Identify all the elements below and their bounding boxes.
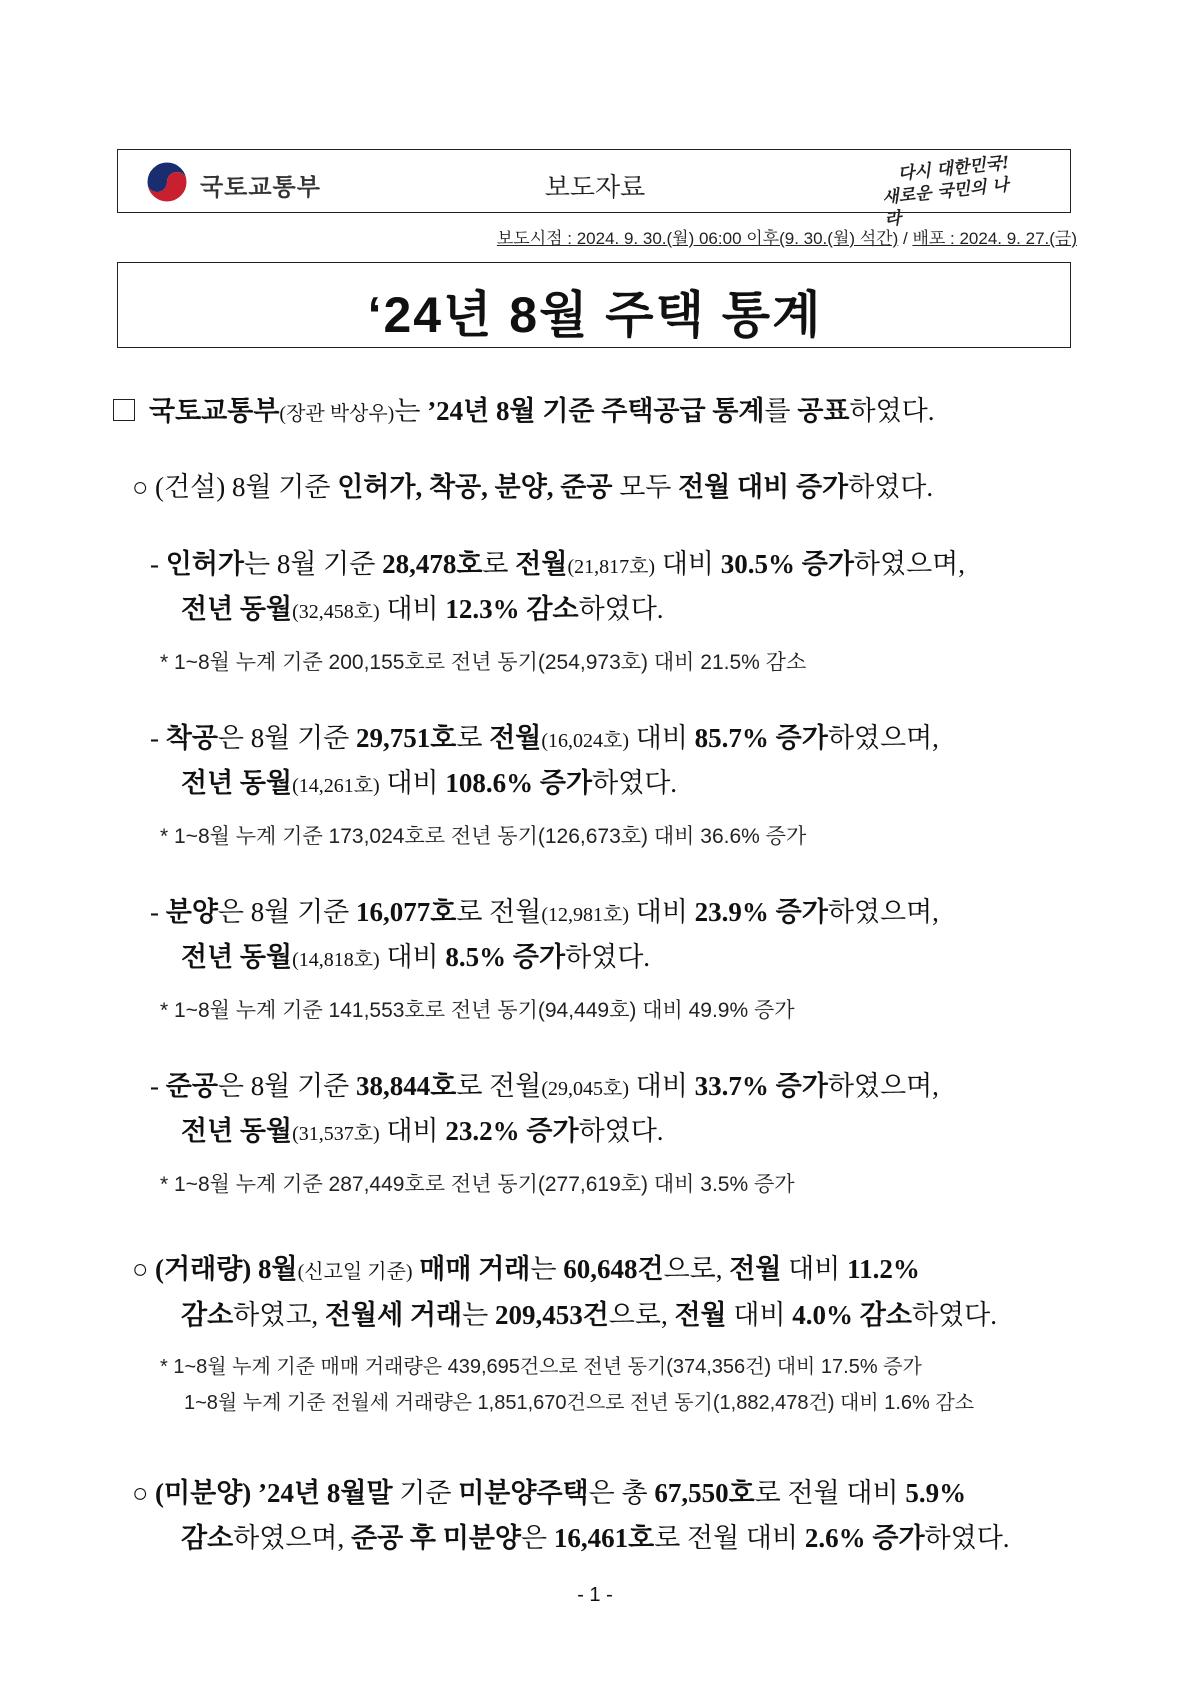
text: 전월	[515, 549, 568, 579]
text: 대비	[379, 594, 446, 624]
text: 8.5% 증가	[445, 942, 566, 972]
text: 30.5% 증가	[720, 549, 854, 579]
text: 23.2% 증가	[445, 1116, 579, 1146]
document-type: 보도자료	[544, 172, 646, 202]
text: (12,981호)	[541, 904, 629, 926]
slogan-line-2: 새로운 국민의 나라	[881, 175, 1010, 231]
completions-line-1	[150, 1064, 939, 1103]
text: 감소	[181, 1523, 234, 1553]
permits-line-1	[150, 542, 965, 581]
text: (14,261호)	[292, 775, 380, 797]
intro-text: 를	[764, 396, 798, 426]
text: (신고일 기준)	[297, 1261, 413, 1283]
text: 로 전월	[456, 1071, 542, 1101]
intro-text: 공표	[797, 396, 850, 426]
text: 전년 동월	[181, 1116, 293, 1146]
permits-note: * 1~8월 누계 기준 200,155호로 전년 동기(254,973호) 대비 21.5% 감소	[160, 651, 807, 674]
intro-text: 는	[394, 396, 428, 426]
text: ○ (거래량) 8월	[132, 1254, 298, 1284]
text: (16,024호)	[541, 730, 629, 752]
permits-line-2	[181, 587, 664, 626]
text: 108.6% 증가	[445, 768, 593, 798]
text: (29,045호)	[541, 1078, 629, 1100]
text: 로 전월 대비	[754, 1478, 906, 1508]
starts-line-1	[150, 716, 939, 755]
intro-text: (장관 박상우)	[279, 403, 395, 425]
text: (32,458호)	[292, 601, 380, 623]
heading-text: ○ (건설) 8월 기준	[132, 472, 338, 502]
text: 대비	[655, 549, 721, 579]
ministry-name: 국토교통부	[200, 174, 321, 201]
text: 대비	[629, 723, 695, 753]
text: 하였으며,	[853, 549, 965, 579]
completions-line-2	[181, 1109, 664, 1148]
text: 로	[482, 549, 516, 579]
text: 85.7% 증가	[694, 723, 828, 753]
text: 로 전월 대비	[654, 1523, 805, 1553]
text: 28,478호	[382, 549, 483, 579]
text: 대비	[379, 1116, 446, 1146]
text: 33.7% 증가	[694, 1071, 828, 1101]
text: 60,648건	[563, 1254, 664, 1284]
page-title: ‘24년 8월 주택 통계	[367, 287, 823, 343]
intro-text: 하였다.	[849, 396, 935, 426]
text: 전년 동월	[181, 942, 293, 972]
text: 은 총	[588, 1478, 655, 1508]
text: 하였다.	[578, 594, 664, 624]
text: 은 8월 기준	[217, 723, 356, 753]
completions-note: * 1~8월 누계 기준 287,449호로 전년 동기(277,619호) 대비 3.5% 증가	[160, 1173, 795, 1196]
text: 209,453건	[494, 1300, 609, 1330]
sales-line-2	[181, 935, 650, 974]
text: ○ (미분양)	[132, 1478, 259, 1508]
text: 는	[462, 1300, 495, 1330]
text: 인허가	[165, 549, 244, 579]
transactions-note-2: 1~8월 누계 기준 전월세 거래량은 1,851,670건으로 전년 동기(1,882,478건) 대비 1.6% 감소	[184, 1392, 975, 1414]
heading-text: 전월 대비 증가	[678, 472, 849, 502]
text: 23.9% 증가	[694, 897, 828, 927]
text: 분양	[165, 897, 218, 927]
transactions-line-1	[132, 1247, 920, 1286]
heading-text: 하였다.	[848, 472, 934, 502]
text: 하였다.	[565, 942, 651, 972]
text: 2.6% 증가	[804, 1523, 925, 1553]
text: 하였고,	[233, 1300, 325, 1330]
dateline	[497, 224, 1077, 249]
text: 은 8월 기준	[217, 897, 356, 927]
text: 매매 거래	[419, 1254, 531, 1284]
text: 준공 후 미분양	[351, 1523, 521, 1553]
text: 5.9%	[905, 1478, 967, 1508]
text: 는 8월 기준	[244, 549, 383, 579]
text: -	[150, 897, 166, 927]
heading-text: 모두	[612, 472, 679, 502]
intro-paragraph	[113, 389, 935, 428]
text: 전월	[489, 723, 542, 753]
text: 은	[521, 1523, 554, 1553]
text: 하였으며,	[827, 1071, 939, 1101]
release-time: 보도시점 : 2024. 9. 30.(월) 06:00 이후(9. 30.(월) 석간)	[496, 229, 899, 248]
text: 기준	[392, 1478, 459, 1508]
text: -	[150, 1071, 166, 1101]
page-number: - 1 -	[577, 1584, 613, 1606]
text: 대비	[726, 1300, 793, 1330]
text: 로	[456, 723, 490, 753]
transactions-line-2	[181, 1293, 997, 1332]
unsold-line-1	[132, 1471, 966, 1510]
text: 대비	[379, 942, 446, 972]
text: 전월	[674, 1300, 727, 1330]
dateline-separator: /	[898, 229, 913, 248]
text: (21,817호)	[567, 556, 656, 578]
text: 으로,	[663, 1254, 730, 1284]
text: 대비	[781, 1254, 848, 1284]
text: 으로,	[608, 1300, 675, 1330]
text: 감소	[181, 1300, 234, 1330]
checkbox-bullet-icon	[113, 399, 135, 421]
text: 대비	[628, 897, 695, 927]
text: 67,550호	[654, 1478, 755, 1508]
text: 은 8월 기준	[217, 1071, 356, 1101]
distribution-date: 배포 : 2024. 9. 27.(금)	[912, 229, 1077, 248]
text: 4.0% 감소	[792, 1300, 912, 1330]
text: 전월세 거래	[324, 1300, 463, 1330]
text: 16,077호	[356, 897, 457, 927]
unsold-line-2	[181, 1516, 1010, 1555]
text: 전년 동월	[181, 594, 293, 624]
intro-text: 국토교통부	[149, 396, 280, 426]
text: 하였으며,	[827, 723, 939, 753]
text: -	[150, 723, 166, 753]
text: 29,751호	[356, 723, 457, 753]
text: (14,818호)	[292, 949, 380, 971]
text: 준공	[165, 1071, 218, 1101]
text: 미분양주택	[458, 1478, 589, 1508]
starts-note: * 1~8월 누계 기준 173,024호로 전년 동기(126,673호) 대비 36.6% 증가	[160, 825, 807, 848]
text: 38,844호	[356, 1071, 457, 1101]
text: 전월	[729, 1254, 782, 1284]
text: 착공	[165, 723, 218, 753]
text: 하였으며,	[233, 1523, 351, 1553]
slogan-line-1: 다시 대한민국!	[896, 152, 1011, 185]
text: 하였다.	[911, 1300, 997, 1330]
construction-heading	[132, 465, 933, 504]
text: 하였다.	[592, 768, 678, 798]
sales-line-1	[150, 890, 939, 929]
slogan-logo	[879, 151, 1025, 231]
text: 11.2%	[847, 1254, 920, 1284]
text: 는	[530, 1254, 564, 1284]
text: 대비	[628, 1071, 695, 1101]
starts-line-2	[181, 761, 677, 800]
text: (31,537호)	[292, 1123, 380, 1145]
text: 하였으며,	[827, 897, 939, 927]
text: 대비	[379, 768, 446, 798]
intro-text: ’24년 8월 기준 주택공급 통계	[427, 396, 765, 426]
text: 하였다.	[578, 1116, 664, 1146]
transactions-note-1: * 1~8월 누계 기준 매매 거래량은 439,695건으로 전년 동기(374,356건) 대비 17.5% 증가	[160, 1356, 922, 1378]
heading-text: 인허가, 착공, 분양, 준공	[337, 472, 613, 502]
sales-note: * 1~8월 누계 기준 141,553호로 전년 동기(94,449호) 대비 49.9% 증가	[160, 999, 795, 1022]
text: 16,461호	[553, 1523, 655, 1553]
text: 하였다.	[924, 1523, 1010, 1553]
text: ’24년 8월말	[258, 1478, 393, 1508]
text: -	[150, 549, 166, 579]
text: 전년 동월	[181, 768, 293, 798]
text: 12.3% 감소	[445, 594, 579, 624]
text: 로 전월	[456, 897, 542, 927]
